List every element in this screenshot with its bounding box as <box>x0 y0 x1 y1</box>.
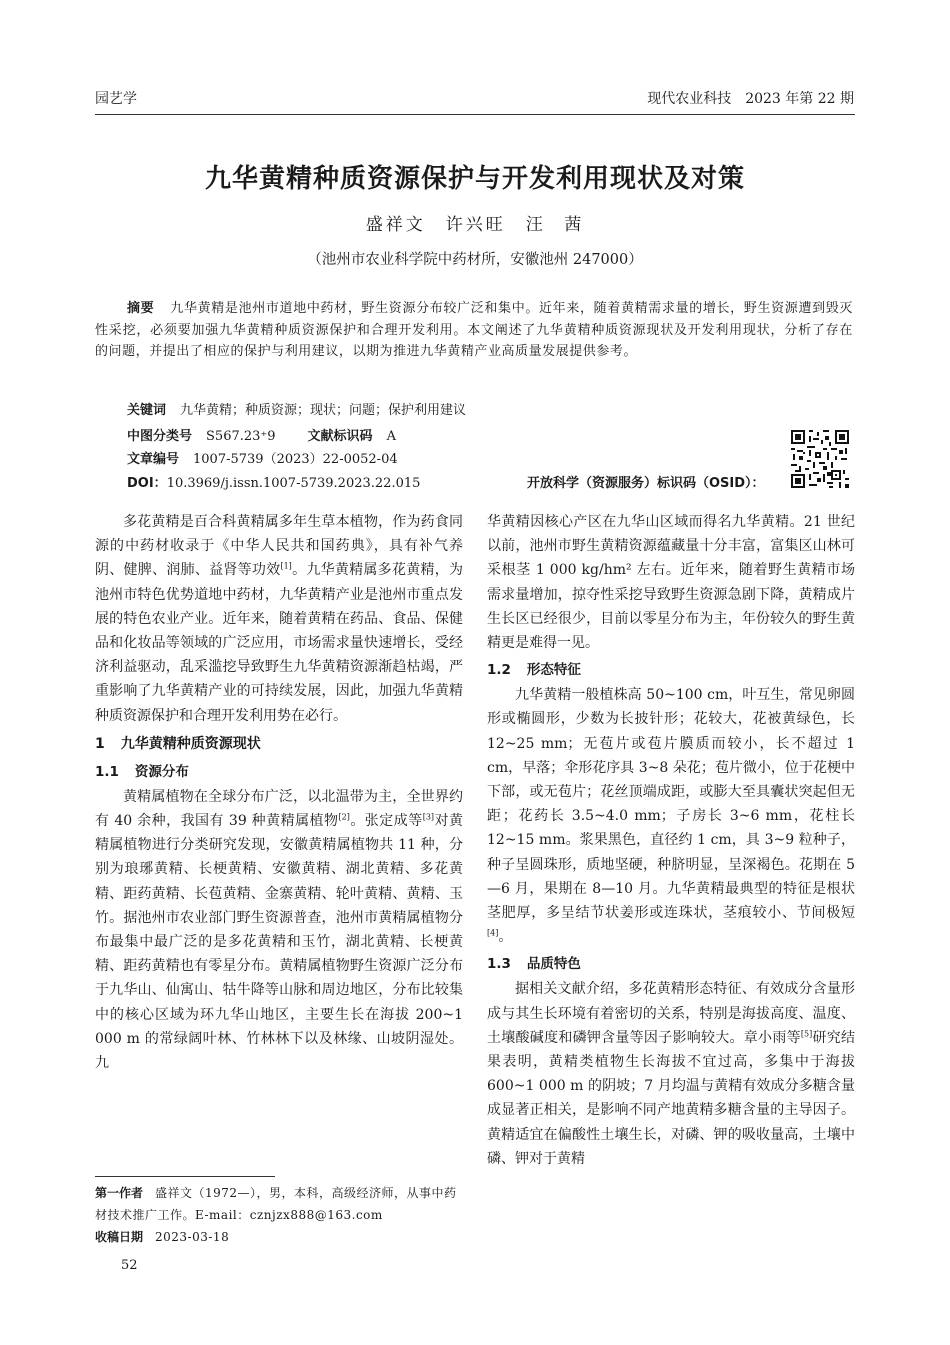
first-author-text: 盛祥文（1972—），男，本科，高级经济师，从事中药材技术推广工作。E-mail：cznjzx888@163.com <box>95 1186 457 1222</box>
received-label: 收稿日期 <box>95 1230 144 1244</box>
section-heading-1-2: 1.2 形态特征 <box>487 662 581 679</box>
header-rule <box>95 114 855 115</box>
citation-3[interactable]: [3] <box>422 812 435 822</box>
clc-label: 中图分类号 <box>127 429 193 444</box>
article-number-label: 文章编号 <box>127 452 180 467</box>
received-date: 2023-03-18 <box>155 1230 230 1244</box>
article-title: 九华黄精种质资源保护与开发利用现状及对策 <box>204 164 745 194</box>
first-author-label: 第一作者 <box>95 1186 144 1200</box>
doc-code-value: A <box>386 429 396 444</box>
qr-code-icon[interactable] <box>791 430 849 488</box>
morphology-paragraph: 九华黄精一般植株高 50~100 cm，叶互生，常见卵圆形或椭圆形，少数为长披针形；花较大，花被黄绿色，长 12~25 mm；无苞片或苞片膜质而较小，长不超过 1 cm，早落；伞形花序具 3~8 朵花；苞片微小，位于花梗中下部，或无苞片；花丝顶端成距，或膨大至具囊状突起但无距；花药长 3.5~4.0 mm；子房长 3~6 mm，花柱长 12~15 mm。浆果黑色，直径约 1 cm，具 3~9 粒种子，种子呈圆珠形，质地坚硬，种脐明显，呈深褐色。花期在 5—6 月，果期在 8—10 月。九华黄精最典型的特征是根状茎肥厚，多呈结节状姜形或连珠状，茎痕较小、节间极短[4]。 <box>487 687 855 946</box>
resource-distribution-paragraph: 黄精属植物在全球分布广泛，以北温带为主，全世界约有 40 余种，我国有 39 种黄精属植物[2]。张定成等[3]对黄精属植物进行分类研究发现，安徽黄精属植物共 11 种，分别为琅琊黄精、长梗黄精、安徽黄精、湖北黄精、多花黄精、距药黄精、长苞黄精、金寨黄精、轮叶黄精、黄精、玉竹。据池州市农业部门野生资源普查，池州市黄精属植物分布最集中最广泛的是多花黄精和玉竹，湖北黄精、长梗黄精、距药黄精也有零星分布。黄精属植物野生资源广泛分布于九华山、仙寓山、牯牛降等山脉和周边地区，分布比较集中的核心区域为环九华山地区，主要生长在海拔 200~1 000 m 的常绿阔叶林、竹林林下以及林缘、山坡阴湿处。九 <box>95 788 464 1072</box>
footnote-rule <box>95 1176 275 1177</box>
keywords-text: 九华黄精；种质资源；现状；问题；保护利用建议 <box>180 403 467 418</box>
citation-4[interactable]: [4] <box>487 928 499 938</box>
first-author-note <box>95 1182 465 1226</box>
doi-value[interactable]: 10.3969/j.issn.1007-5739.2023.22.015 <box>166 476 421 491</box>
footnote <box>95 1182 465 1248</box>
author-affiliation: （池州市农业科学院中药材所，安徽池州 247000） <box>307 252 643 268</box>
doi <box>127 472 420 491</box>
intro-paragraph: 多花黄精是百合科黄精属多年生草本植物，作为药食同源的中药材收录于《中华人民共和国药典》，具有补气养阴、健脾、润肺、益肾等功效[1]。九华黄精属多花黄精，为池州市特色优势道地中药材，九华黄精产业是池州市重点发展的特色农业产业。近年来，随着黄精在药品、食品、保健品和化妆品等领域的广泛应用，市场需求量快速增长，受经济利益驱动，乱采滥挖导致野生九华黄精资源渐趋枯竭，严重影响了九华黄精产业的可持续发展，因此，加强九华黄精种质资源保护和合理开发利用势在必行。 <box>95 514 464 724</box>
keywords-label: 关键词 <box>127 403 167 418</box>
doc-code-label: 文献标识码 <box>307 429 373 444</box>
clc-value: S567.23⁺9 <box>206 429 276 444</box>
article-number-value: 1007-5739（2023）22-0052-04 <box>193 452 398 467</box>
running-header-journal: 现代农业科技 2023 年第 22 期 <box>647 91 854 107</box>
classification <box>127 425 396 444</box>
section-heading-1: 1 九华黄精种质资源现状 <box>95 735 261 752</box>
doi-label: DOI： <box>127 476 167 491</box>
abstract-text: 九华黄精是池州市道地中药材，野生资源分布较广泛和集中。近年来，随着黄精需求量的增长，野生资源遭到毁灭性采挖，必须要加强九华黄精种质资源保护和合理开发利用。本文阐述了九华黄精种质资源现状及开发利用现状，分析了存在的问题，并提出了相应的保护与利用建议，以期为推进九华黄精产业高质量发展提供参考。 <box>95 301 853 359</box>
osid-label: 开放科学（资源服务）标识码（OSID）： <box>527 476 765 491</box>
body-column-right <box>487 510 855 1171</box>
quality-paragraph: 据相关文献介绍，多花黄精形态特征、有效成分含量形成与其生长环境有着密切的关系，特别是海拔高度、温度、土壤酸碱度和磷钾含量等因子影响较大。章小雨等[5]研究结果表明，黄精类植物生长海拔不宜过高，多集中于海拔 600~1 000 m 的阴坡；7 月均温与黄精有效成分多糖含量成显著正相关，是影响不同产地黄精多糖含量的主导因子。黄精适宜在偏酸性土壤生长，对磷、钾的吸收量高，土壤中磷、钾对于黄精 <box>487 981 856 1167</box>
body-column-left <box>95 510 463 1075</box>
resource-distribution-continued: 华黄精因核心产区在九华山区域而得名九华黄精。21 世纪以前，池州市野生黄精资源蕴藏量十分丰富，富集区山林可采根茎 1 000 kg/hm² 左右。近年来，随着野生黄精市场需求量增加，掠夺性采挖导致野生资源急剧下降，黄精成片生长区已经很少，目前以零星分布为主，年份较久的野生黄精更是难得一见。 <box>487 514 855 652</box>
running-header-section: 园艺学 <box>95 91 137 107</box>
page-number: 52 <box>121 1258 138 1273</box>
abstract-label: 摘要 <box>127 301 155 316</box>
received-date-note <box>95 1226 465 1248</box>
keywords <box>127 399 466 418</box>
citation-1[interactable]: [1] <box>280 561 292 571</box>
citation-5[interactable]: [5] <box>800 1029 813 1039</box>
citation-2[interactable]: [2] <box>338 812 350 822</box>
author-list: 盛祥文 许兴旺 汪 茜 <box>365 215 585 235</box>
article-number <box>127 448 398 467</box>
section-heading-1-1: 1.1 资源分布 <box>95 763 189 780</box>
abstract <box>95 298 853 363</box>
section-heading-1-3: 1.3 品质特色 <box>487 956 581 973</box>
